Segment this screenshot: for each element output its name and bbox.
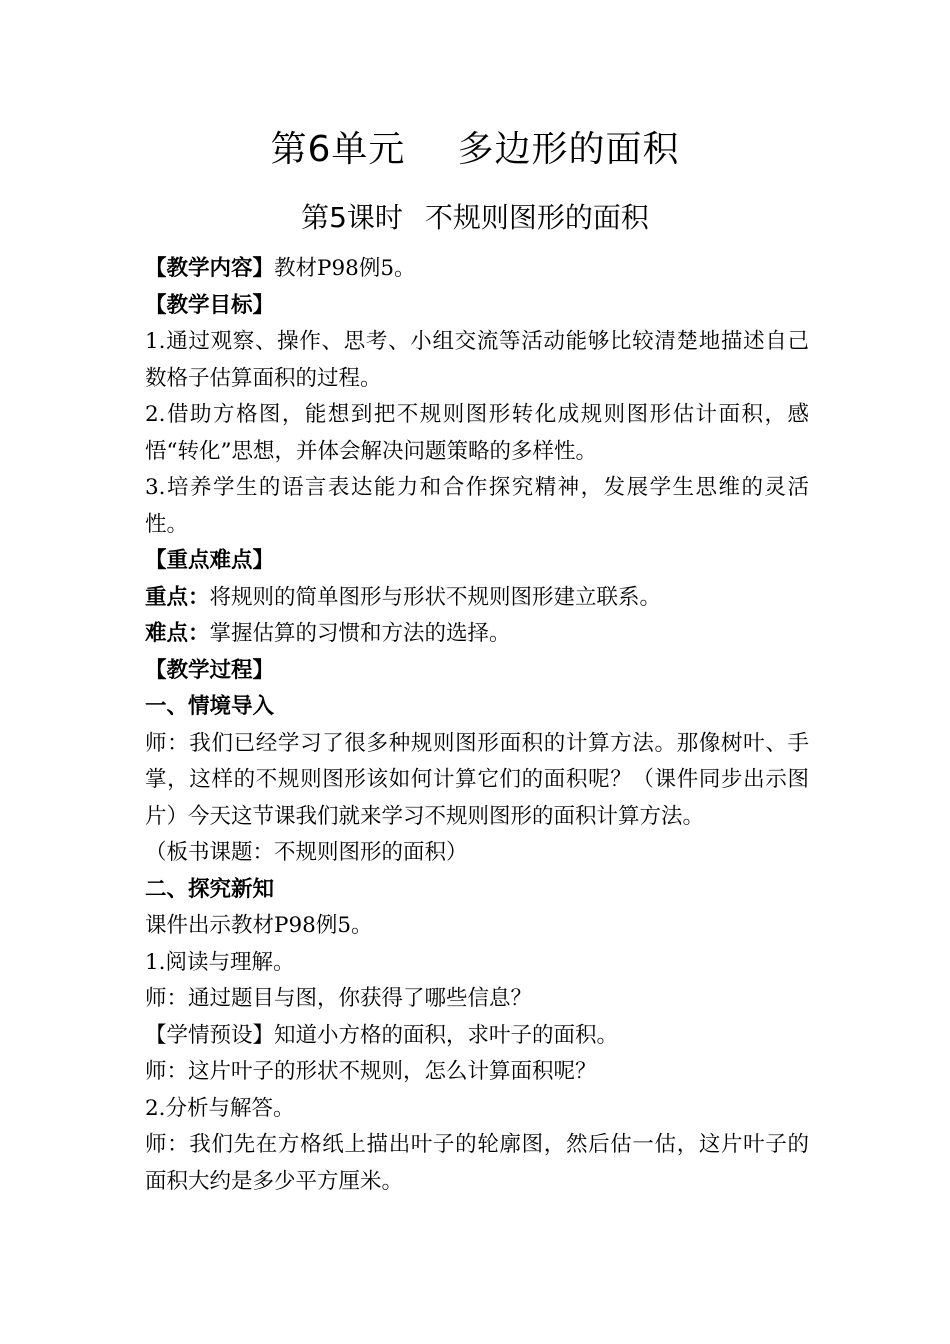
unit-title	[0, 128, 950, 172]
difficulty-text: 掌握估算的习惯和方法的选择。	[209, 621, 511, 646]
lesson-title	[0, 198, 950, 238]
key-point-label: 重点：	[145, 584, 210, 610]
section-2-heading: 二、探究新知	[145, 876, 275, 902]
teaching-content-label: 【教学内容】	[145, 256, 275, 281]
key-point	[145, 580, 809, 617]
document-body	[145, 251, 809, 1200]
key-points-heading: 【重点难点】	[145, 548, 275, 573]
step-1-heading: 1.阅读与理解。	[145, 949, 295, 975]
section-1-paragraph: 师：我们已经学习了很多种规则图形面积的计算方法。那像树叶、手掌，这样的不规则图形该如何计算它们的面积呢？（课件同步出示图片）今天这节课我们就来学习不规则图形的面积计算方法。	[145, 730, 809, 829]
step-2-paragraph: 师：我们先在方格纸上描出叶子的轮廓图，然后估一估，这片叶子的面积大约是多少平方厘米。	[145, 1132, 809, 1194]
step-1-question: 师：通过题目与图，你获得了哪些信息？	[145, 986, 533, 1011]
process-heading: 【教学过程】	[145, 657, 275, 683]
difficulty-label: 难点：	[145, 621, 210, 646]
objective-2: 2.借助方格图，能想到把不规则图形转化成规则图形估计面积，感悟“转化”思想，并体会解决问题策略的多样性。	[145, 402, 809, 464]
step-1-question-2: 师：这片叶子的形状不规则，怎么计算面积呢？	[145, 1059, 597, 1084]
lesson-name: 不规则图形的面积	[424, 201, 649, 234]
teaching-content	[145, 251, 809, 288]
unit-name: 多边形的面积	[457, 129, 680, 170]
teaching-content-text: 教材P98例5。	[274, 256, 416, 281]
key-point-text: 将规则的简单图形与形状不规则图形建立联系。	[209, 584, 662, 610]
step-2-heading: 2.分析与解答。	[145, 1095, 295, 1121]
section-2-intro: 课件出示教材P98例5。	[145, 913, 373, 938]
lesson-number: 第5课时	[301, 201, 403, 234]
difficulty-point	[145, 616, 809, 653]
unit-number: 第6单元	[270, 129, 406, 170]
section-1-heading: 一、情境导入	[145, 694, 275, 719]
objective-1: 1.通过观察、操作、思考、小组交流等活动能够比较清楚地描述自己数格子估算面积的过程。	[145, 329, 809, 391]
section-1-board-note: （板书课题：不规则图形的面积）	[145, 840, 468, 865]
step-1-preset: 【学情预设】知道小方格的面积，求叶子的面积。	[145, 1022, 619, 1048]
objective-3: 3.培养学生的语言表达能力和合作探究精神，发展学生思维的灵活性。	[145, 475, 809, 537]
objectives-heading: 【教学目标】	[145, 292, 275, 318]
